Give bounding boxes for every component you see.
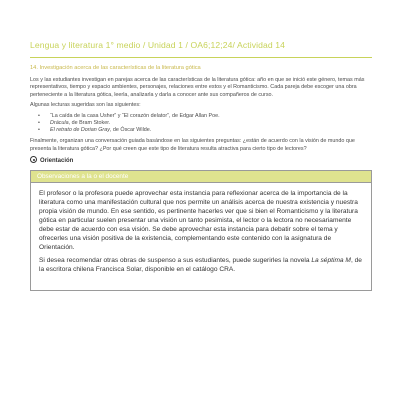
orientation-heading — [30, 157, 372, 165]
teacher-notes-body — [31, 183, 371, 290]
reading-author: , de Óscar Wilde. — [109, 127, 152, 134]
list-item — [38, 113, 372, 120]
teacher-note-recommendation — [39, 256, 363, 274]
recommendation-text: Si desea recomendar otras obras de suspenso a sus estudiantes, puede sugerirles la novela — [39, 257, 312, 265]
teacher-notes-box — [30, 170, 372, 291]
recommendation-author: , de la escritora chilena Francisca Solar, disponible en el catálogo CRA. — [39, 257, 362, 274]
list-item — [38, 127, 372, 134]
bullet-icon: • — [38, 119, 40, 126]
readings-list — [30, 113, 372, 135]
target-icon — [30, 156, 37, 163]
list-item — [38, 120, 372, 127]
document-page — [30, 40, 372, 291]
header-divider — [30, 57, 372, 58]
teacher-notes-header: Observaciones a la o el docente — [31, 171, 371, 183]
readings-intro: Algunas lecturas sugeridas son las siguientes: — [30, 102, 141, 109]
activity-closing: Finalmente, organizan una conversación guiada basándose en las siguientes preguntas: ¿están de acuerdo con la visión de mundo que presenta la literatura gótica? ¿Por qué creen que este tipo de literatura resulta atractiva para cierto tipo de lectores? — [30, 138, 355, 152]
bullet-icon: • — [38, 127, 40, 134]
recommended-novel-title: La séptima M — [311, 257, 351, 265]
orientation-label: Orientación — [40, 158, 74, 165]
reading-title: El retrato de Dorian Gray — [50, 127, 110, 134]
teacher-note-paragraph: El profesor o la profesora puede aprovechar esta instancia para reflexionar acerca de la importancia de la literatura como una manifestación cultural que nos permite un análisis acerca de nuestra existencia y nuestra propia visión de mundo. En ese sentido, es pertinente hacerles ver que si bien el Romanticismo y la literatura gótica en particular suelen presentar una visión un tanto pesimista, el lector o la lectora no necesariamente debe estar de acuerdo con esa visión. Se debe aprovechar esta instancia para debatir sobre el tema y ofrecerles una visión positiva de la existencia, complementando este contenido con la asignatura de Orientación. — [39, 190, 358, 252]
activity-intro: Los y las estudiantes investigan en parejas acerca de las características de la literatura gótica: año en que se inició este género, temas más representativos, tiempo y espacio ambientes, personajes, relaciones entre estos y el Romanticismo. Cada pareja debe escoger una obra perteneciente a la literatura gótica, leerla, analizarla y darla a conocer ante sus compañeros de curso. — [30, 77, 365, 98]
reading-text: “La caída de la casa Usher” y “El corazón delator”, de Edgar Allan Poe. — [50, 112, 220, 119]
reading-title: Drácula — [50, 119, 69, 126]
page-title: Lengua y literatura 1° medio / Unidad 1 / OA6;12;24/ Actividad 14 — [30, 40, 286, 50]
reading-author: , de Bram Stoker. — [68, 119, 111, 126]
activity-heading: 14. Investigación acerca de las características de la literatura gótica — [30, 65, 201, 71]
bullet-icon: • — [38, 112, 40, 119]
